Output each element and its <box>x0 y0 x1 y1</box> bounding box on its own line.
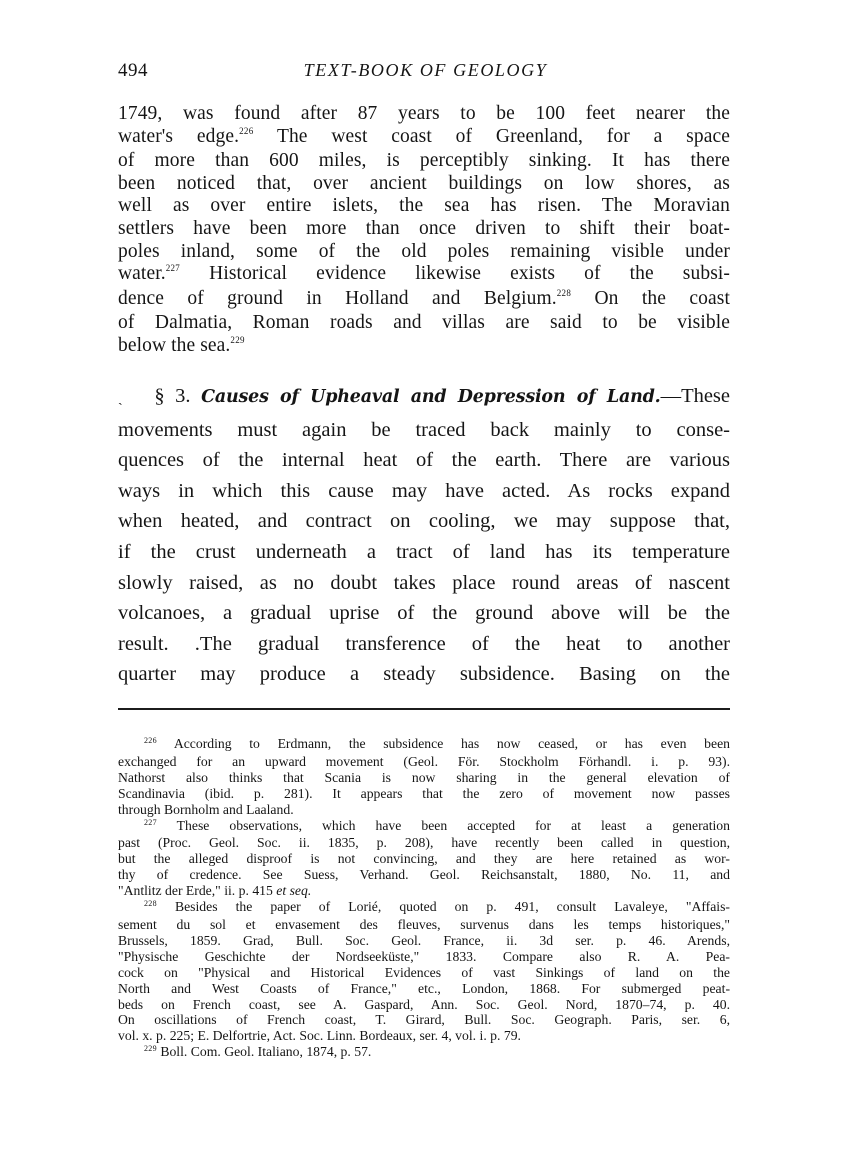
margin-mark: ˎ <box>118 391 123 406</box>
footnote-ref-226[interactable]: 226 <box>239 125 254 136</box>
footnote-number: 226 <box>144 736 157 745</box>
text-line: quences of the internal heat of the earth. There are various <box>118 449 730 472</box>
footnote-227: $^{227}$ These observations, which have been accepted for at least a generation <box>144 817 730 833</box>
text-line: settlers have been more than once driven to shift their boat- <box>118 217 730 239</box>
footnote-line: sement du sol et envasement des fleuves, survenus dans les temps historiques," <box>118 916 730 932</box>
footnote-line: "Physische Geschichte der Nordseeküste," 1833. Compare also R. A. Pea- <box>118 948 730 964</box>
text-line: below the sea.$^{229}$ <box>118 334 245 356</box>
section-title: Causes of Upheaval and Depression of Land. <box>201 387 661 407</box>
text-line: of more than 600 miles, is perceptibly sinking. It has there <box>118 150 730 172</box>
body-paragraph-1 <box>118 103 730 360</box>
footnote-line: exchanged for an upward movement (Geol. För. Stockholm Förhandl. i. p. 93). <box>118 753 730 769</box>
text-line: ways in which this cause may have acted. As rocks expand <box>118 479 730 502</box>
footnote-line: Nathorst also thinks that Scania is now sharing in the general elevation of <box>118 769 730 785</box>
text-line: result. .The gradual transference of the heat to another <box>118 632 730 655</box>
footnote-line: thy of credence. See Suess, Verhand. Geol. Reichsanstalt, 1880, No. 11, and <box>118 867 730 883</box>
text-line: when heated, and contract on cooling, we may suppose that, <box>118 510 730 533</box>
footnote-line: North and West Coasts of France," etc., London, 1868. For submerged peat- <box>118 980 730 996</box>
footnote-228: $^{228}$ Besides the paper of Lorié, quoted on p. 491, consult Lavaleye, "Affais- <box>144 899 730 915</box>
page-number: 494 <box>118 60 148 81</box>
text-line: quarter may produce a steady subsidence. Basing on the <box>118 663 730 686</box>
text-line: water.$^{227}$ Historical evidence likewise exists of the subsi- <box>118 263 730 285</box>
section-3-paragraph <box>118 381 730 690</box>
footnote-line: Brussels, 1859. Grad, Bull. Soc. Geol. France, ii. 3d ser. p. 46. Arends, <box>118 932 730 948</box>
text-line: if the crust underneath a tract of land has its temperature <box>118 540 730 563</box>
footnote-ref-229[interactable]: 229 <box>230 334 245 345</box>
footnote-line: "Antlitz der Erde," ii. p. 415 et seq. <box>118 883 312 899</box>
section-heading-line: ˎ § 3. Causes of Upheaval and Depression of Land.—These <box>118 385 731 407</box>
footnote-line: but the alleged disproof is not convincing, and they are here retained as wor- <box>118 851 730 867</box>
footnote-number: 227 <box>144 817 157 827</box>
text-line: volcanoes, a gradual uprise of the ground above will be the <box>118 602 730 625</box>
text-line: poles inland, some of the old poles remaining visible under <box>118 240 730 262</box>
footnote-ref-227[interactable]: 227 <box>165 263 181 274</box>
footnote-line: vol. x. p. 225; E. Delfortrie, Act. Soc. Linn. Bordeaux, ser. 4, vol. i. p. 79. <box>118 1028 521 1044</box>
footnote-number: 228 <box>144 899 157 909</box>
text-line: water's edge.$^{226}$ The west coast of Greenland, for a space <box>118 125 730 147</box>
text-line: well as over entire islets, the sea has risen. The Moravian <box>118 195 730 217</box>
footnote-line: cock on "Physical and Historical Evidences of vast Sinkings of land on the <box>118 964 730 980</box>
footnote-line: Scandinavia (ibid. p. 281). It appears that the zero of movement now passes <box>118 785 730 801</box>
footnote-line: through Bornholm and Laaland. <box>118 801 294 817</box>
text-line: slowly raised, as no doubt takes place round areas of nascent <box>118 571 730 594</box>
footnote-divider <box>118 708 730 710</box>
text-line: 1749, was found after 87 years to be 100 feet nearer the <box>118 103 730 124</box>
running-title: TEXT-BOOK OF GEOLOGY <box>303 60 548 80</box>
footnotes <box>118 736 730 1062</box>
text-line: dence of ground in Holland and Belgium.$^{228}$ On the coast <box>118 287 730 309</box>
text-line: been noticed that, over ancient buildings on low shores, as <box>118 172 730 194</box>
section-number: § 3. <box>154 385 191 407</box>
footnote-number: 229 <box>144 1044 157 1054</box>
text-line: of Dalmatia, Roman roads and villas are said to be visible <box>118 312 730 334</box>
footnote-line: beds on French coast, see A. Gaspard, Ann. Soc. Geol. Nord, 1870–74, p. 40. <box>118 996 730 1012</box>
footnote-ref-228[interactable]: 228 <box>556 287 572 298</box>
footnote-229: $^{229}$ Boll. Com. Geol. Italiano, 1874, p. 57. <box>144 1044 372 1060</box>
footnote-line: On oscillations of French coast, T. Girard, Bull. Soc. Geograph. Paris, ser. 6, <box>118 1012 730 1028</box>
page-header <box>118 60 733 86</box>
text-line: movements must again be traced back mainly to conse- <box>118 418 730 441</box>
footnote-line: past (Proc. Geol. Soc. ii. 1835, p. 208), have recently been called in question, <box>118 835 730 851</box>
footnote-226: $^{226}$ According to Erdmann, the subsidence has now ceased, or has even been <box>144 736 730 751</box>
